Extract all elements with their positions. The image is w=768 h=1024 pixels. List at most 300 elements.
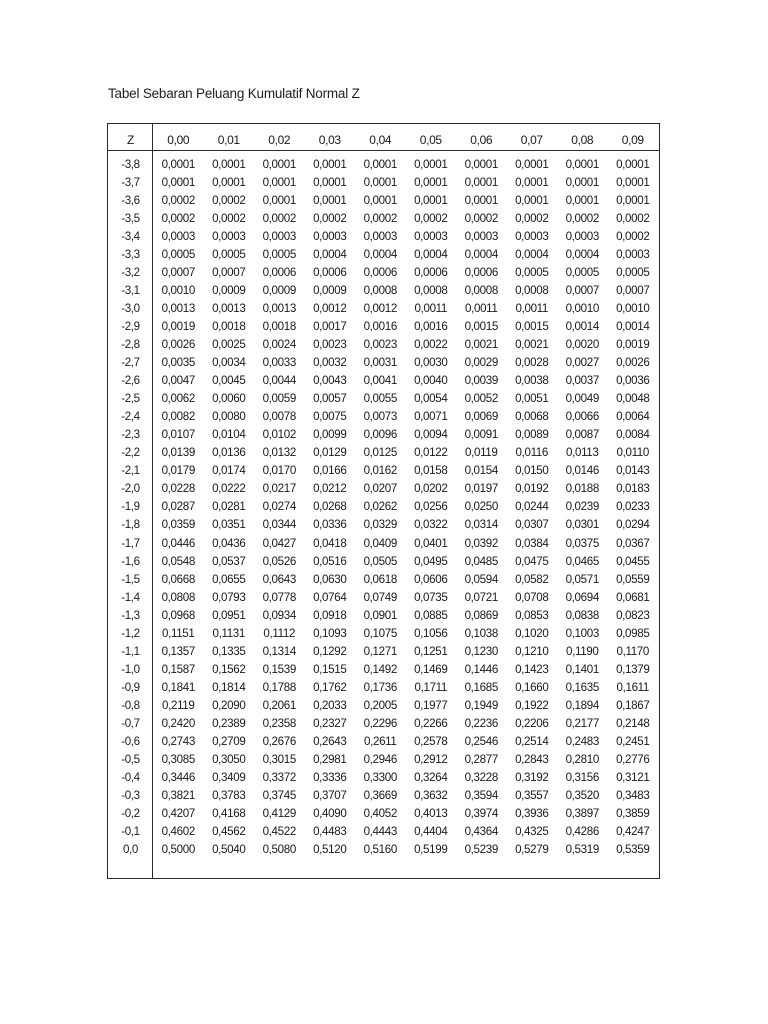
probability-cell: 0,0013	[262, 301, 296, 315]
probability-cell: 0,0004	[565, 247, 599, 261]
probability-cell: 0,1894	[565, 698, 599, 712]
z-value-cell: -1,7	[121, 536, 140, 550]
probability-cell: 0,0694	[565, 590, 599, 604]
probability-cell: 0,1515	[313, 662, 347, 676]
probability-cell: 0,3632	[414, 789, 448, 803]
probability-cell: 0,0006	[262, 265, 296, 279]
z-value-cell: -1,5	[121, 572, 140, 586]
probability-cell: 0,0004	[313, 247, 347, 261]
z-value-cell: -0,9	[121, 680, 140, 694]
probability-cell: 0,0256	[414, 500, 448, 514]
probability-cell: 0,0287	[161, 500, 195, 514]
table-row	[108, 462, 658, 480]
probability-cell: 0,0188	[565, 482, 599, 496]
probability-cell: 0,0080	[212, 410, 246, 424]
probability-cell: 0,0057	[313, 392, 347, 406]
table-row	[108, 263, 658, 281]
probability-cell: 0,1492	[363, 662, 397, 676]
probability-cell: 0,0014	[565, 319, 599, 333]
probability-cell: 0,0239	[565, 500, 599, 514]
probability-cell: 0,0582	[515, 572, 549, 586]
z-value-cell: -1,1	[121, 644, 140, 658]
table-row	[108, 787, 658, 805]
probability-cell: 0,4602	[161, 825, 195, 839]
probability-cell: 0,0668	[161, 572, 195, 586]
z-value-cell: -2,1	[121, 464, 140, 478]
probability-cell: 0,0516	[313, 554, 347, 568]
probability-cell: 0,4247	[616, 825, 650, 839]
probability-cell: 0,0985	[616, 626, 650, 640]
probability-cell: 0,0002	[363, 211, 397, 225]
probability-cell: 0,1977	[414, 698, 448, 712]
z-value-cell: -3,8	[121, 157, 140, 171]
probability-cell: 0,0183	[616, 482, 650, 496]
probability-cell: 0,0968	[161, 608, 195, 622]
probability-cell: 0,5080	[262, 843, 296, 857]
probability-cell: 0,0045	[212, 374, 246, 388]
probability-cell: 0,0087	[565, 428, 599, 442]
probability-cell: 0,0119	[465, 446, 498, 460]
probability-cell: 0,0001	[212, 175, 246, 189]
probability-cell: 0,0495	[414, 554, 448, 568]
probability-cell: 0,0359	[161, 518, 195, 532]
probability-cell: 0,0069	[464, 410, 498, 424]
probability-cell: 0,0001	[515, 157, 549, 171]
column-header-z: Z	[127, 132, 134, 147]
probability-cell: 0,0853	[515, 608, 549, 622]
probability-cell: 0,0006	[464, 265, 498, 279]
probability-cell: 0,0571	[565, 572, 599, 586]
probability-cell: 0,3821	[161, 789, 195, 803]
z-value-cell: -3,4	[121, 229, 140, 243]
probability-cell: 0,0015	[515, 319, 549, 333]
probability-cell: 0,0409	[363, 536, 397, 550]
probability-cell: 0,0485	[464, 554, 498, 568]
probability-cell: 0,0294	[616, 518, 650, 532]
probability-cell: 0,0655	[212, 572, 246, 586]
probability-cell: 0,2451	[616, 735, 650, 749]
probability-cell: 0,1292	[313, 644, 347, 658]
table-row	[108, 281, 658, 299]
probability-cell: 0,1788	[262, 680, 296, 694]
probability-cell: 0,0307	[515, 518, 549, 532]
probability-cell: 0,0537	[212, 554, 246, 568]
probability-cell: 0,0436	[212, 536, 246, 550]
column-header: 0,05	[419, 132, 442, 147]
probability-cell: 0,1446	[464, 662, 498, 676]
probability-cell: 0,0091	[464, 428, 498, 442]
probability-cell: 0,2358	[262, 716, 296, 730]
probability-cell: 0,0032	[313, 356, 347, 370]
probability-cell: 0,0008	[414, 283, 448, 297]
z-value-cell: -1,2	[121, 626, 140, 640]
probability-cell: 0,0384	[515, 536, 549, 550]
probability-cell: 0,1562	[212, 662, 246, 676]
probability-cell: 0,0001	[363, 175, 397, 189]
probability-cell: 0,0764	[313, 590, 347, 604]
probability-cell: 0,3015	[262, 753, 296, 767]
probability-cell: 0,4325	[515, 825, 549, 839]
probability-cell: 0,0951	[212, 608, 246, 622]
probability-cell: 0,1922	[515, 698, 549, 712]
table-row	[108, 317, 658, 335]
probability-cell: 0,0036	[616, 374, 650, 388]
probability-cell: 0,0143	[616, 464, 650, 478]
probability-cell: 0,0329	[363, 518, 397, 532]
probability-cell: 0,2005	[363, 698, 397, 712]
column-header: 0,09	[621, 132, 644, 147]
probability-cell: 0,0066	[565, 410, 599, 424]
probability-cell: 0,0721	[464, 590, 498, 604]
probability-cell: 0,0274	[262, 500, 296, 514]
probability-cell: 0,0005	[616, 265, 650, 279]
probability-cell: 0,5239	[464, 843, 498, 857]
probability-cell: 0,0071	[414, 410, 448, 424]
probability-cell: 0,1635	[565, 680, 599, 694]
probability-cell: 0,3783	[212, 789, 246, 803]
probability-cell: 0,0212	[313, 482, 347, 496]
probability-cell: 0,3974	[464, 807, 498, 821]
probability-cell: 0,0003	[212, 229, 246, 243]
table-row	[108, 805, 658, 823]
table-row	[108, 606, 658, 624]
probability-cell: 0,0793	[212, 590, 246, 604]
probability-cell: 0,0011	[515, 301, 548, 315]
z-value-cell: -1,0	[121, 662, 140, 676]
probability-cell: 0,0041	[363, 374, 397, 388]
probability-cell: 0,0001	[616, 193, 650, 207]
probability-cell: 0,2389	[212, 716, 246, 730]
probability-cell: 0,0001	[565, 157, 599, 171]
probability-cell: 0,0166	[313, 464, 347, 478]
table-row	[108, 841, 658, 859]
probability-cell: 0,1190	[566, 644, 599, 658]
probability-cell: 0,0125	[363, 446, 397, 460]
probability-cell: 0,0158	[414, 464, 448, 478]
probability-cell: 0,0005	[161, 247, 195, 261]
probability-cell: 0,1020	[515, 626, 549, 640]
probability-cell: 0,0003	[262, 229, 296, 243]
probability-cell: 0,0009	[212, 283, 246, 297]
probability-cell: 0,0044	[262, 374, 296, 388]
z-value-cell: -3,1	[121, 283, 140, 297]
table-row	[108, 534, 658, 552]
probability-cell: 0,0001	[212, 157, 246, 171]
probability-cell: 0,0735	[414, 590, 448, 604]
column-header: 0,07	[520, 132, 543, 147]
probability-cell: 0,0001	[313, 175, 347, 189]
probability-cell: 0,0002	[616, 229, 650, 243]
table-row	[108, 696, 658, 714]
probability-cell: 0,0009	[313, 283, 347, 297]
probability-cell: 0,0002	[161, 211, 195, 225]
probability-cell: 0,3707	[313, 789, 347, 803]
z-value-cell: -2,4	[121, 410, 140, 424]
probability-cell: 0,0007	[212, 265, 246, 279]
probability-cell: 0,5160	[363, 843, 397, 857]
probability-cell: 0,0129	[313, 446, 347, 460]
probability-cell: 0,0116	[515, 446, 548, 460]
table-row	[108, 153, 658, 173]
probability-cell: 0,2643	[313, 735, 347, 749]
probability-cell: 0,0004	[363, 247, 397, 261]
probability-cell: 0,0003	[363, 229, 397, 243]
probability-cell: 0,4404	[414, 825, 448, 839]
table-row	[108, 390, 658, 408]
z-value-cell: -2,2	[121, 446, 140, 460]
probability-cell: 0,0021	[464, 337, 498, 351]
probability-cell: 0,1611	[616, 680, 649, 694]
probability-cell: 0,0901	[363, 608, 397, 622]
probability-cell: 0,1210	[515, 644, 549, 658]
probability-cell: 0,0001	[161, 157, 195, 171]
probability-cell: 0,2148	[616, 716, 650, 730]
probability-cell: 0,3264	[414, 771, 448, 785]
probability-cell: 0,0228	[161, 482, 195, 496]
probability-cell: 0,0322	[414, 518, 448, 532]
z-value-cell: -1,4	[121, 590, 140, 604]
probability-cell: 0,0013	[161, 301, 195, 315]
probability-cell: 0,0002	[515, 211, 549, 225]
probability-cell: 0,5120	[313, 843, 347, 857]
probability-cell: 0,0062	[161, 392, 195, 406]
table-row	[108, 552, 658, 570]
probability-cell: 0,2611	[364, 735, 397, 749]
probability-cell: 0,0029	[464, 356, 498, 370]
probability-cell: 0,0047	[161, 374, 195, 388]
probability-cell: 0,1003	[565, 626, 599, 640]
probability-cell: 0,3228	[464, 771, 498, 785]
probability-cell: 0,0002	[414, 211, 448, 225]
probability-cell: 0,2843	[515, 753, 549, 767]
probability-cell: 0,1841	[161, 680, 195, 694]
probability-cell: 0,3745	[262, 789, 296, 803]
probability-cell: 0,0281	[212, 500, 246, 514]
table-row	[108, 173, 658, 191]
probability-cell: 0,0010	[616, 301, 650, 315]
probability-cell: 0,0011	[465, 301, 498, 315]
probability-cell: 0,2420	[161, 716, 195, 730]
probability-cell: 0,0082	[161, 410, 195, 424]
probability-cell: 0,0027	[565, 356, 599, 370]
table-row	[108, 751, 658, 769]
table-row	[108, 714, 658, 732]
table-row	[108, 191, 658, 209]
probability-cell: 0,0005	[212, 247, 246, 261]
table-row	[108, 570, 658, 588]
probability-cell: 0,5319	[565, 843, 599, 857]
probability-cell: 0,2177	[565, 716, 599, 730]
probability-cell: 0,1038	[464, 626, 498, 640]
table-row	[108, 660, 658, 678]
probability-cell: 0,0094	[414, 428, 448, 442]
z-value-cell: -1,6	[121, 554, 140, 568]
probability-cell: 0,2033	[313, 698, 347, 712]
probability-cell: 0,0001	[262, 175, 296, 189]
z-value-cell: -0,5	[121, 753, 140, 767]
probability-cell: 0,0002	[464, 211, 498, 225]
probability-cell: 0,0039	[464, 374, 498, 388]
probability-cell: 0,1170	[616, 644, 649, 658]
probability-cell: 0,0001	[262, 193, 296, 207]
table-header-row	[108, 126, 658, 153]
column-header: 0,04	[369, 132, 392, 147]
probability-cell: 0,0002	[262, 211, 296, 225]
probability-cell: 0,0197	[464, 482, 498, 496]
probability-cell: 0,0139	[161, 446, 195, 460]
probability-cell: 0,0084	[616, 428, 650, 442]
probability-cell: 0,1762	[313, 680, 347, 694]
probability-cell: 0,0207	[363, 482, 397, 496]
probability-cell: 0,0033	[262, 356, 296, 370]
probability-cell: 0,0007	[616, 283, 650, 297]
probability-cell: 0,0078	[262, 410, 296, 424]
probability-cell: 0,0192	[515, 482, 549, 496]
probability-cell: 0,4562	[212, 825, 246, 839]
probability-cell: 0,2776	[616, 753, 650, 767]
probability-cell: 0,0401	[414, 536, 448, 550]
probability-cell: 0,0170	[262, 464, 296, 478]
probability-cell: 0,1711	[414, 680, 447, 694]
probability-cell: 0,3859	[616, 807, 650, 821]
probability-cell: 0,0054	[414, 392, 448, 406]
probability-cell: 0,0004	[515, 247, 549, 261]
probability-cell: 0,0021	[515, 337, 549, 351]
probability-cell: 0,3085	[161, 753, 195, 767]
probability-cell: 0,0630	[313, 572, 347, 586]
probability-cell: 0,0006	[313, 265, 347, 279]
probability-cell: 0,0051	[515, 392, 549, 406]
probability-cell: 0,2090	[212, 698, 246, 712]
z-value-cell: -2,9	[121, 319, 140, 333]
probability-cell: 0,0918	[313, 608, 347, 622]
probability-cell: 0,0250	[464, 500, 498, 514]
probability-cell: 0,0075	[313, 410, 347, 424]
probability-cell: 0,0179	[161, 464, 195, 478]
probability-cell: 0,0838	[565, 608, 599, 622]
probability-cell: 0,0068	[515, 410, 549, 424]
column-header: 0,03	[318, 132, 341, 147]
probability-cell: 0,0049	[565, 392, 599, 406]
probability-cell: 0,0001	[414, 157, 448, 171]
probability-cell: 0,0233	[616, 500, 650, 514]
z-value-cell: -1,9	[121, 500, 140, 514]
probability-cell: 0,0002	[212, 193, 246, 207]
probability-cell: 0,3050	[212, 753, 246, 767]
probability-cell: 0,0001	[464, 193, 498, 207]
probability-cell: 0,0008	[363, 283, 397, 297]
z-table	[108, 126, 658, 859]
probability-cell: 0,0594	[464, 572, 498, 586]
probability-cell: 0,0008	[515, 283, 549, 297]
probability-cell: 0,0009	[262, 283, 296, 297]
probability-cell: 0,0392	[464, 536, 498, 550]
probability-cell: 0,0708	[515, 590, 549, 604]
probability-cell: 0,1271	[363, 644, 397, 658]
probability-cell: 0,0446	[161, 536, 195, 550]
probability-cell: 0,1335	[212, 644, 246, 658]
probability-cell: 0,0001	[565, 175, 599, 189]
probability-cell: 0,3121	[616, 771, 650, 785]
probability-cell: 0,4522	[262, 825, 296, 839]
probability-cell: 0,2912	[414, 753, 448, 767]
probability-cell: 0,2061	[262, 698, 296, 712]
probability-cell: 0,0010	[161, 283, 195, 297]
table-row	[108, 769, 658, 787]
probability-cell: 0,2578	[414, 735, 448, 749]
probability-cell: 0,0001	[313, 193, 347, 207]
probability-cell: 0,0004	[414, 247, 448, 261]
probability-cell: 0,0885	[414, 608, 448, 622]
probability-cell: 0,0001	[363, 157, 397, 171]
probability-cell: 0,0003	[464, 229, 498, 243]
probability-cell: 0,1401	[565, 662, 599, 676]
probability-cell: 0,3192	[515, 771, 549, 785]
z-value-cell: -3,3	[121, 247, 140, 261]
probability-cell: 0,0869	[464, 608, 498, 622]
probability-cell: 0,0001	[464, 157, 498, 171]
z-value-cell: -1,3	[121, 608, 140, 622]
probability-cell: 0,3936	[515, 807, 549, 821]
probability-cell: 0,1251	[414, 644, 448, 658]
probability-cell: 0,0268	[313, 500, 347, 514]
probability-cell: 0,0002	[161, 193, 195, 207]
probability-cell: 0,0052	[464, 392, 498, 406]
probability-cell: 0,0001	[515, 175, 549, 189]
probability-cell: 0,3483	[616, 789, 650, 803]
z-value-cell: -0,7	[121, 716, 140, 730]
probability-cell: 0,2266	[414, 716, 448, 730]
table-body	[108, 153, 658, 859]
probability-cell: 0,0055	[363, 392, 397, 406]
probability-cell: 0,0150	[515, 464, 549, 478]
probability-cell: 0,0314	[464, 518, 498, 532]
column-header: 0,00	[167, 132, 190, 147]
probability-cell: 0,0136	[212, 446, 246, 460]
z-value-cell: -3,6	[121, 193, 140, 207]
table-title: Tabel Sebaran Peluang Kumulatif Normal Z	[108, 86, 360, 101]
probability-cell: 0,0001	[616, 157, 650, 171]
table-row	[108, 408, 658, 426]
probability-cell: 0,0004	[464, 247, 498, 261]
probability-cell: 0,0222	[212, 482, 246, 496]
probability-cell: 0,5000	[161, 843, 195, 857]
probability-cell: 0,4013	[414, 807, 448, 821]
probability-cell: 0,0013	[212, 301, 246, 315]
table-row	[108, 354, 658, 372]
z-value-cell: -2,0	[121, 482, 140, 496]
probability-cell: 0,0001	[363, 193, 397, 207]
probability-cell: 0,0003	[515, 229, 549, 243]
probability-cell: 0,0606	[414, 572, 448, 586]
probability-cell: 0,0749	[363, 590, 397, 604]
probability-cell: 0,0037	[565, 374, 599, 388]
probability-cell: 0,1056	[414, 626, 448, 640]
probability-cell: 0,0146	[565, 464, 599, 478]
probability-cell: 0,3156	[565, 771, 599, 785]
probability-cell: 0,0154	[464, 464, 498, 478]
probability-cell: 0,0526	[262, 554, 296, 568]
probability-cell: 0,0001	[262, 157, 296, 171]
column-header: 0,08	[571, 132, 594, 147]
probability-cell: 0,0001	[414, 175, 448, 189]
table-row	[108, 516, 658, 534]
probability-cell: 0,0034	[212, 356, 246, 370]
table-row	[108, 733, 658, 751]
probability-cell: 0,2483	[565, 735, 599, 749]
probability-cell: 0,0107	[161, 428, 195, 442]
probability-cell: 0,0038	[515, 374, 549, 388]
